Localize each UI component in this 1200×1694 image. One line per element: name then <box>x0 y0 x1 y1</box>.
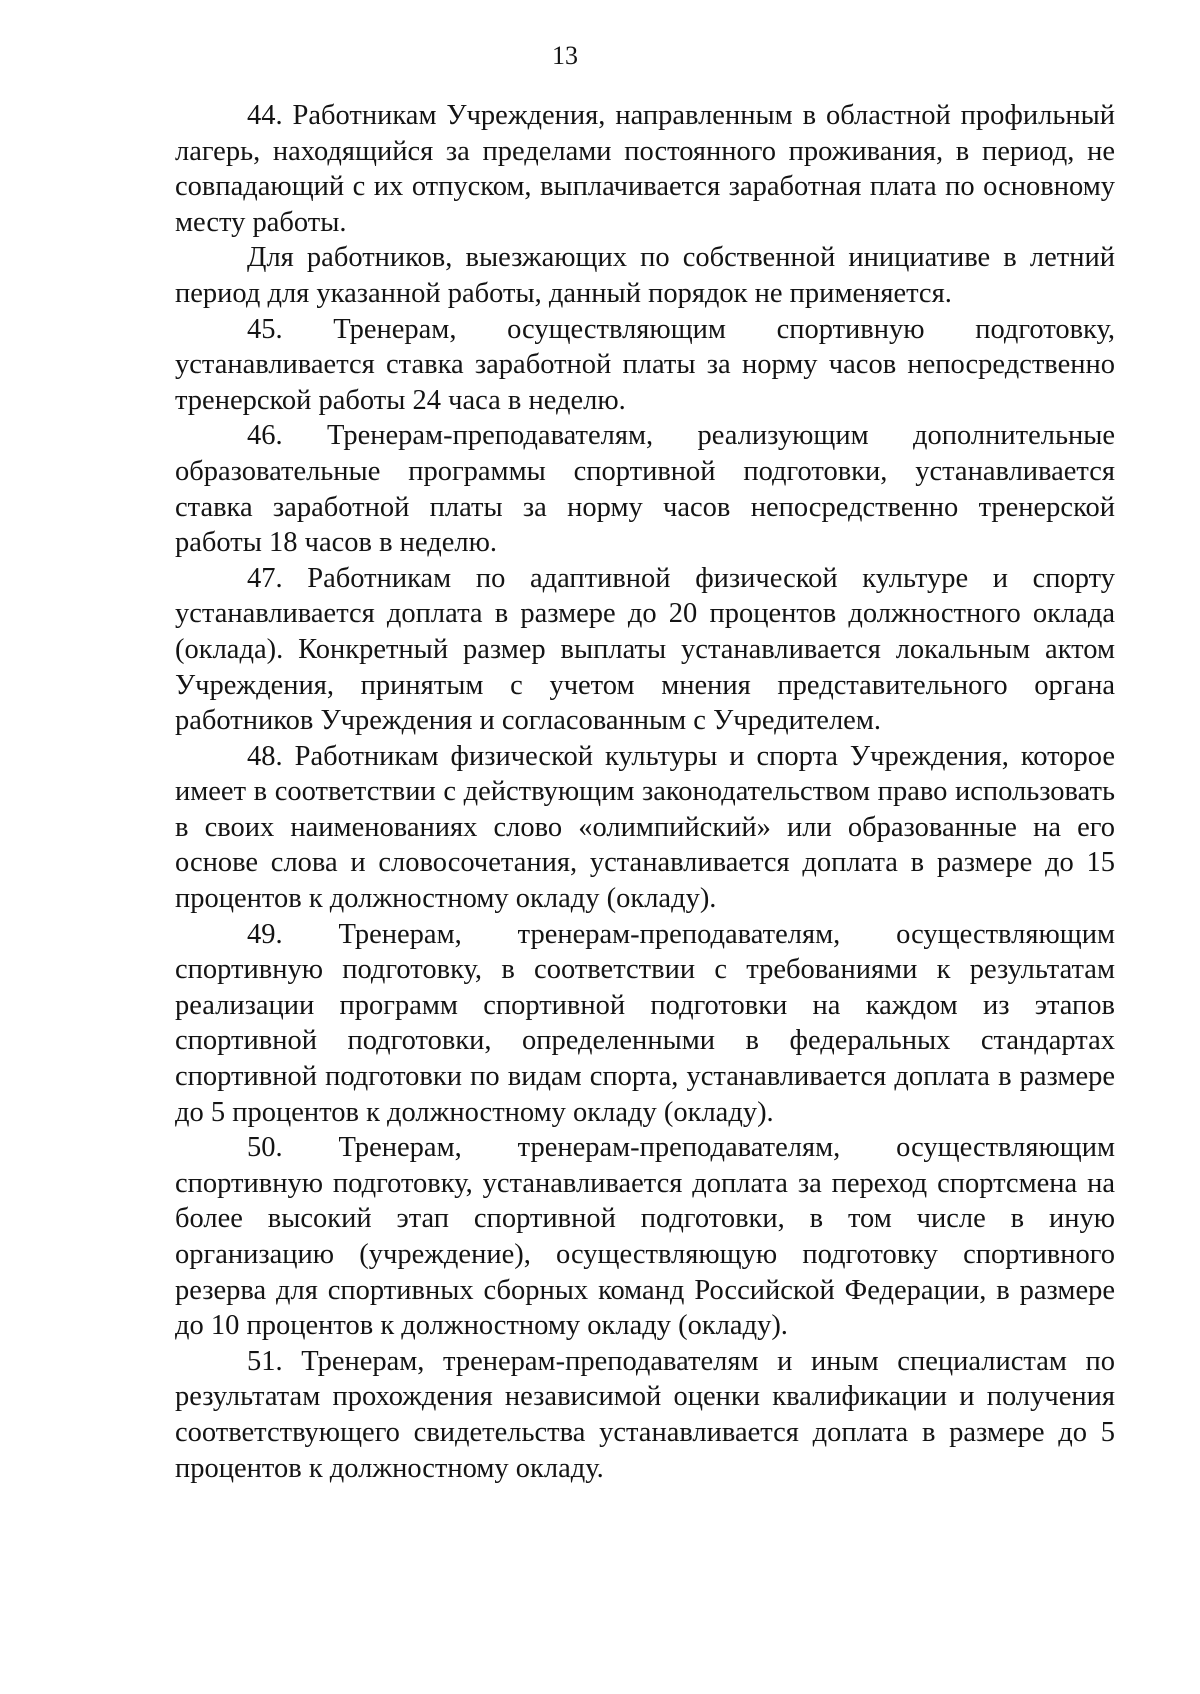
paragraph-49: 49. Тренерам, тренерам-преподавателям, осуществляющим спортивную подготовку, в соответствии с требованиями к результатам реализации программ спортивной подготовки на каждом из этапов спортивной подготовки, определенными в федеральных стандартах спортивной подготовки по видам спорта, устанавливается доплата в размере до 5 процентов к должностному окладу (окладу). <box>175 918 1115 1128</box>
paragraph-44-note: Для работников, выезжающих по собственной инициативе в летний период для указанной работы, данный порядок не применяется. <box>175 242 1115 309</box>
page-number: 13 <box>552 41 578 70</box>
paragraph-50: 50. Тренерам, тренерам-преподавателям, осуществляющим спортивную подготовку, устанавливается доплата за переход спортсмена на более высокий этап спортивной подготовки, в том числе в иную организацию (учреждение), осуществляющую подготовку спортивного резерва для спортивных сборных команд Российской Федерации, в размере до 10 процентов к должностному окладу (окладу). <box>175 1132 1115 1342</box>
document-body <box>175 98 1115 1486</box>
paragraph-47: 47. Работникам по адаптивной физической культуре и спорту устанавливается доплата в размере до 20 процентов должностного оклада (оклада). Конкретный размер выплаты устанавливается локальным актом Учреждения, принятым с учетом мнения представительного органа работников Учреждения и согласованным с Учредителем. <box>175 562 1115 737</box>
paragraph-48: 48. Работникам физической культуры и спорта Учреждения, которое имеет в соответствии с действующим законодательством право использовать в своих наименованиях слово «олимпийский» или образованные на его основе слова и словосочетания, устанавливается доплата в размере до 15 процентов к должностному окладу (окладу). <box>175 740 1115 915</box>
paragraph-51: 51. Тренерам, тренерам-преподавателям и иным специалистам по результатам прохождения независимой оценки квалификации и получения соответствующего свидетельства устанавливается доплата в размере до 5 процентов к должностному окладу. <box>175 1345 1115 1484</box>
paragraph-46: 46. Тренерам-преподавателям, реализующим дополнительные образовательные программы спортивной подготовки, устанавливается ставка заработной платы за норму часов непосредственно тренерской работы 18 часов в неделю. <box>175 420 1115 559</box>
paragraph-45: 45. Тренерам, осуществляющим спортивную подготовку, устанавливается ставка заработной платы за норму часов непосредственно тренерской работы 24 часа в неделю. <box>175 313 1115 416</box>
paragraph-44: 44. Работникам Учреждения, направленным в областной профильный лагерь, находящийся за пределами постоянного проживания, в период, не совпадающий с их отпуском, выплачивается заработная плата по основному месту работы. <box>175 100 1115 238</box>
